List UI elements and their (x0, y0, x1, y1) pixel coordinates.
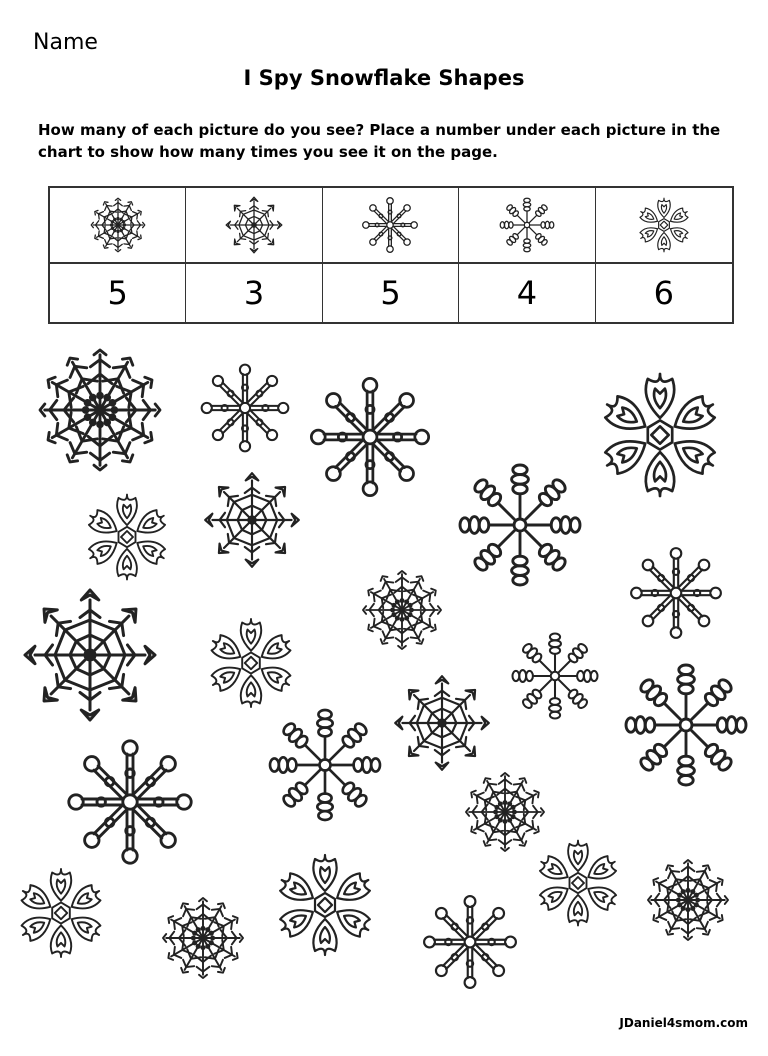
thin-branch-snowflake-icon (88, 195, 148, 255)
chart-picture-cell (596, 188, 732, 264)
bumpy-arm-snowflake-icon (460, 465, 580, 585)
web-snowflake-icon (25, 590, 155, 720)
count-cell-lace[interactable]: 6 (653, 274, 674, 312)
lace-snowflake-icon (634, 195, 694, 255)
lace-snowflake-icon (208, 619, 294, 707)
count-cell-round-tip[interactable]: 5 (323, 264, 459, 322)
thin-branch-snowflake-icon (648, 860, 728, 940)
count-cell-bumpy-arm[interactable]: 4 (459, 264, 595, 322)
footer-credit: JDaniel4smom.com (619, 1016, 748, 1030)
lace-snowflake-icon (85, 495, 169, 580)
web-snowflake-icon (205, 473, 299, 567)
lace-snowflake-icon (18, 869, 104, 957)
thin-branch-snowflake-icon (40, 350, 160, 470)
web-snowflake-icon (395, 676, 489, 770)
instructions-text: How many of each picture do you see? Place a number under each picture in the chart to show how many times you see it on the page. (38, 121, 721, 161)
bumpy-arm-snowflake-icon (513, 634, 598, 719)
name-label: Name (33, 30, 98, 55)
bumpy-arm-snowflake-icon (497, 195, 557, 255)
lace-snowflake-icon (276, 855, 374, 955)
round-tip-snowflake-icon (631, 548, 721, 638)
bumpy-arm-snowflake-icon (270, 710, 380, 820)
thin-branch-snowflake-icon (163, 898, 243, 978)
round-tip-snowflake-icon (311, 378, 428, 495)
thin-branch-snowflake-icon (466, 773, 544, 851)
chart-picture-cell (323, 188, 459, 264)
round-tip-snowflake-icon (69, 741, 191, 863)
round-tip-snowflake-icon (360, 195, 420, 255)
bumpy-arm-snowflake-icon (626, 665, 746, 785)
chart-picture-cell (459, 188, 595, 264)
web-snowflake-icon (224, 195, 284, 255)
page-title: I Spy Snowflake Shapes (243, 66, 525, 90)
chart-picture-cell (50, 188, 186, 264)
count-cell-thin-branch[interactable]: 5 (50, 264, 186, 322)
lace-snowflake-icon (536, 841, 620, 926)
round-tip-snowflake-icon (202, 365, 289, 452)
thin-branch-snowflake-icon (363, 571, 441, 649)
chart-picture-cell (186, 188, 322, 264)
count-chart (48, 186, 734, 324)
round-tip-snowflake-icon (424, 896, 516, 988)
lace-snowflake-icon (600, 374, 720, 496)
count-cell-web[interactable]: 3 (186, 264, 322, 322)
